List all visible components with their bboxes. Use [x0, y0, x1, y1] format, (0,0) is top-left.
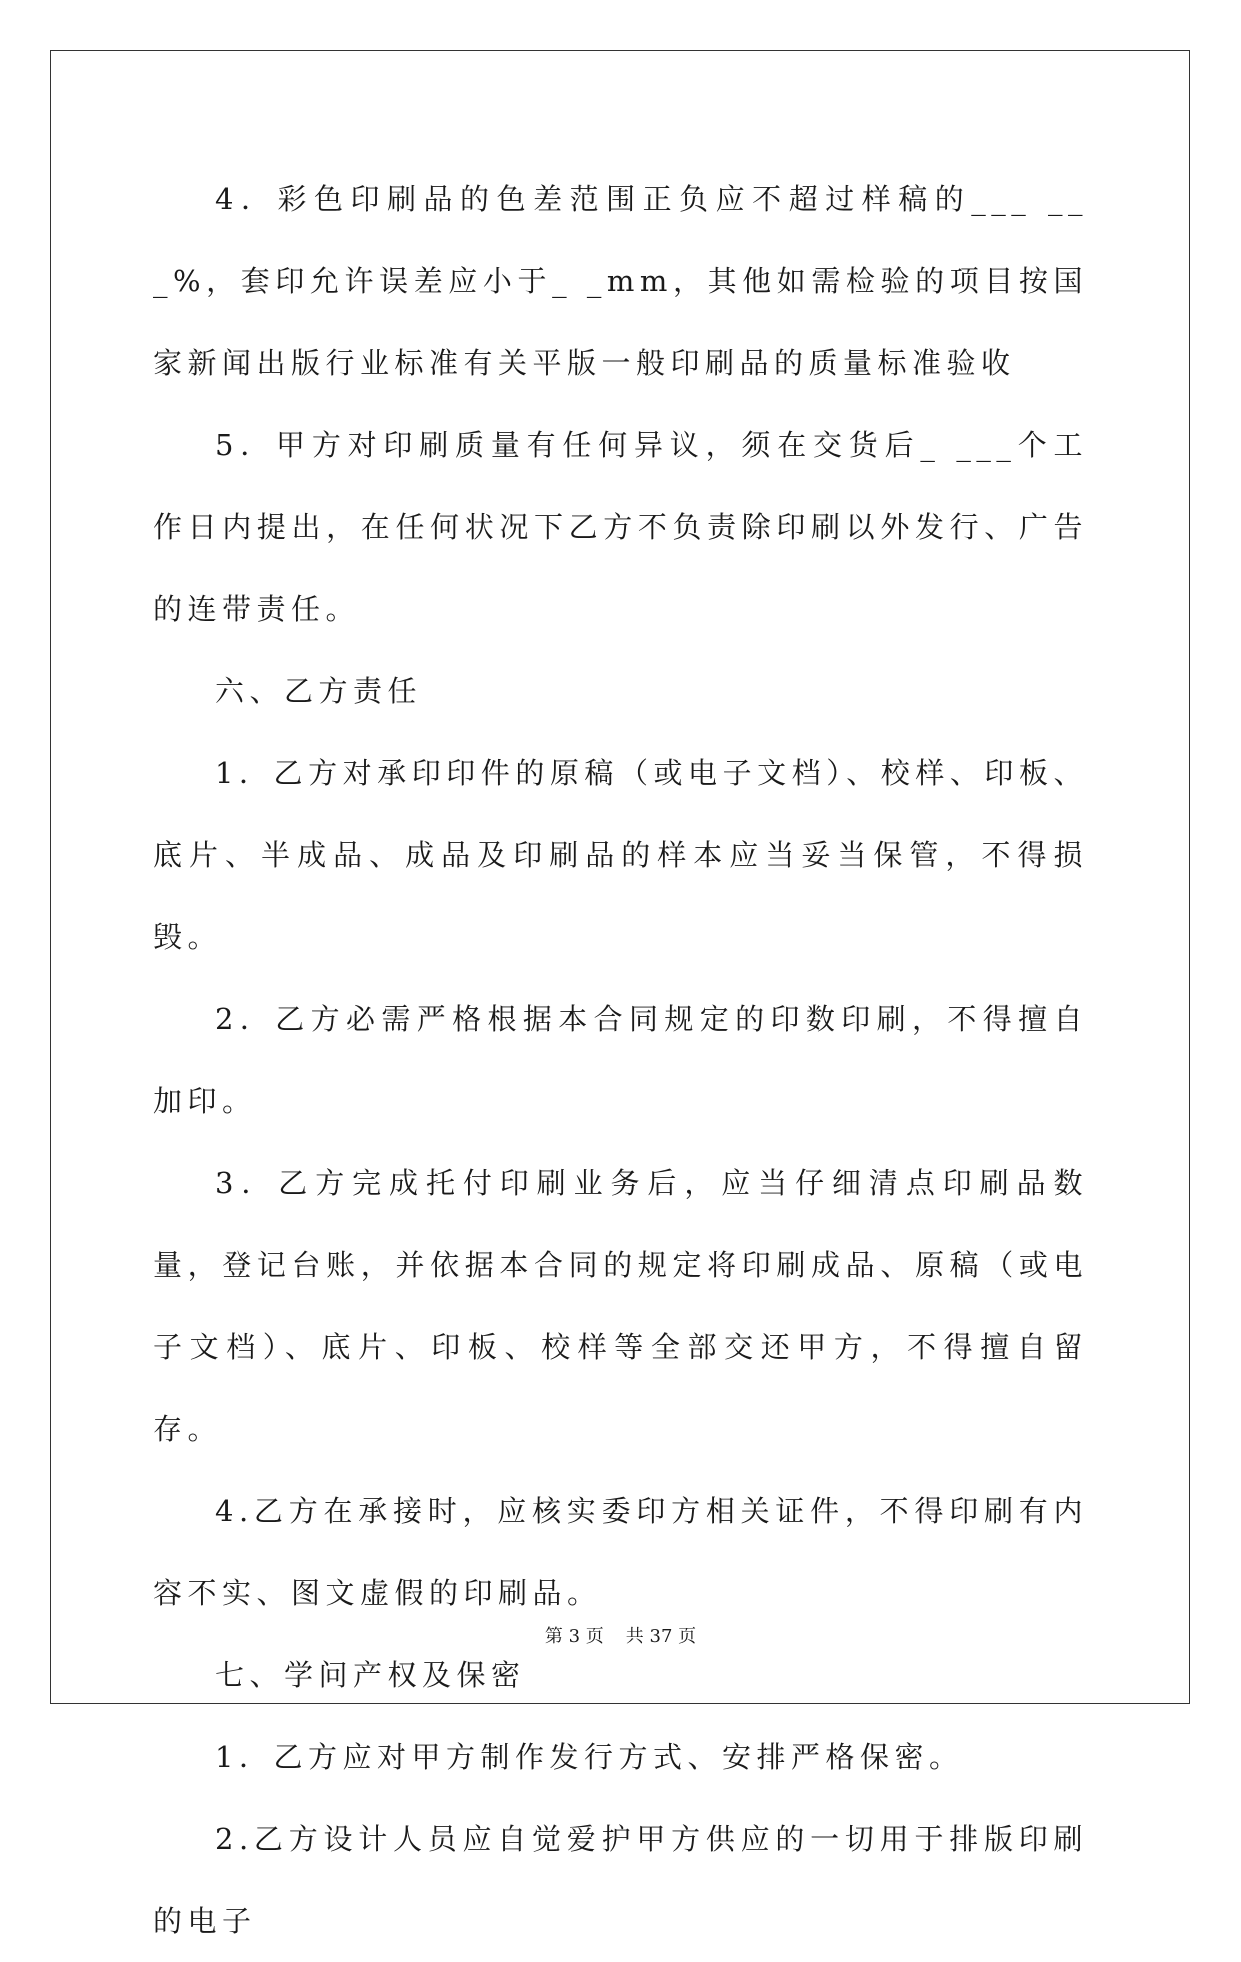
page-footer	[0, 1622, 1241, 1648]
document-body	[153, 158, 1088, 1962]
paragraph-item-3: 3．乙方完成托付印刷业务后，应当仔细清点印刷品数量，登记台账，并依据本合同的规定将印刷成品、原稿（或电子文档）、底片、印板、校样等全部交还甲方，不得擅自留存。	[153, 1166, 1088, 1446]
paragraph-item-2b: 2.乙方设计人员应自觉爱护甲方供应的一切用于排版印刷的电子	[153, 1822, 1088, 1938]
paragraph-item-2: 2．乙方必需严格根据本合同规定的印数印刷，不得擅自加印。	[153, 1002, 1088, 1118]
paragraph-item-1b: 1．乙方应对甲方制作发行方式、安排严格保密。	[215, 1740, 964, 1774]
paragraph-item-1: 1．乙方对承印印件的原稿（或电子文档）、校样、印板、底片、半成品、成品及印刷品的样本应当妥当保管，不得损毁。	[153, 756, 1088, 954]
section-heading-7: 七、学问产权及保密	[215, 1658, 526, 1692]
paragraph-item-5: 5．甲方对印刷质量有任何异议，须在交货后_ ___个工作日内提出，在任何状况下乙方不负责除印刷以外发行、广告的连带责任。	[153, 428, 1088, 626]
section-heading-6: 六、乙方责任	[215, 674, 423, 708]
page-number: 第 3 页	[544, 1626, 604, 1647]
paragraph-item-4b: 4.乙方在承接时，应核实委印方相关证件，不得印刷有内容不实、图文虚假的印刷品。	[153, 1494, 1088, 1610]
paragraph-item-4: 4．彩色印刷品的色差范围正负应不超过样稿的___ ___%，套印允许误差应小于_ _mm，其他如需检验的项目按国家新闻出版行业标准有关平版一般印刷品的质量标准验收	[153, 182, 1088, 380]
page-total: 共 37 页	[625, 1626, 697, 1647]
